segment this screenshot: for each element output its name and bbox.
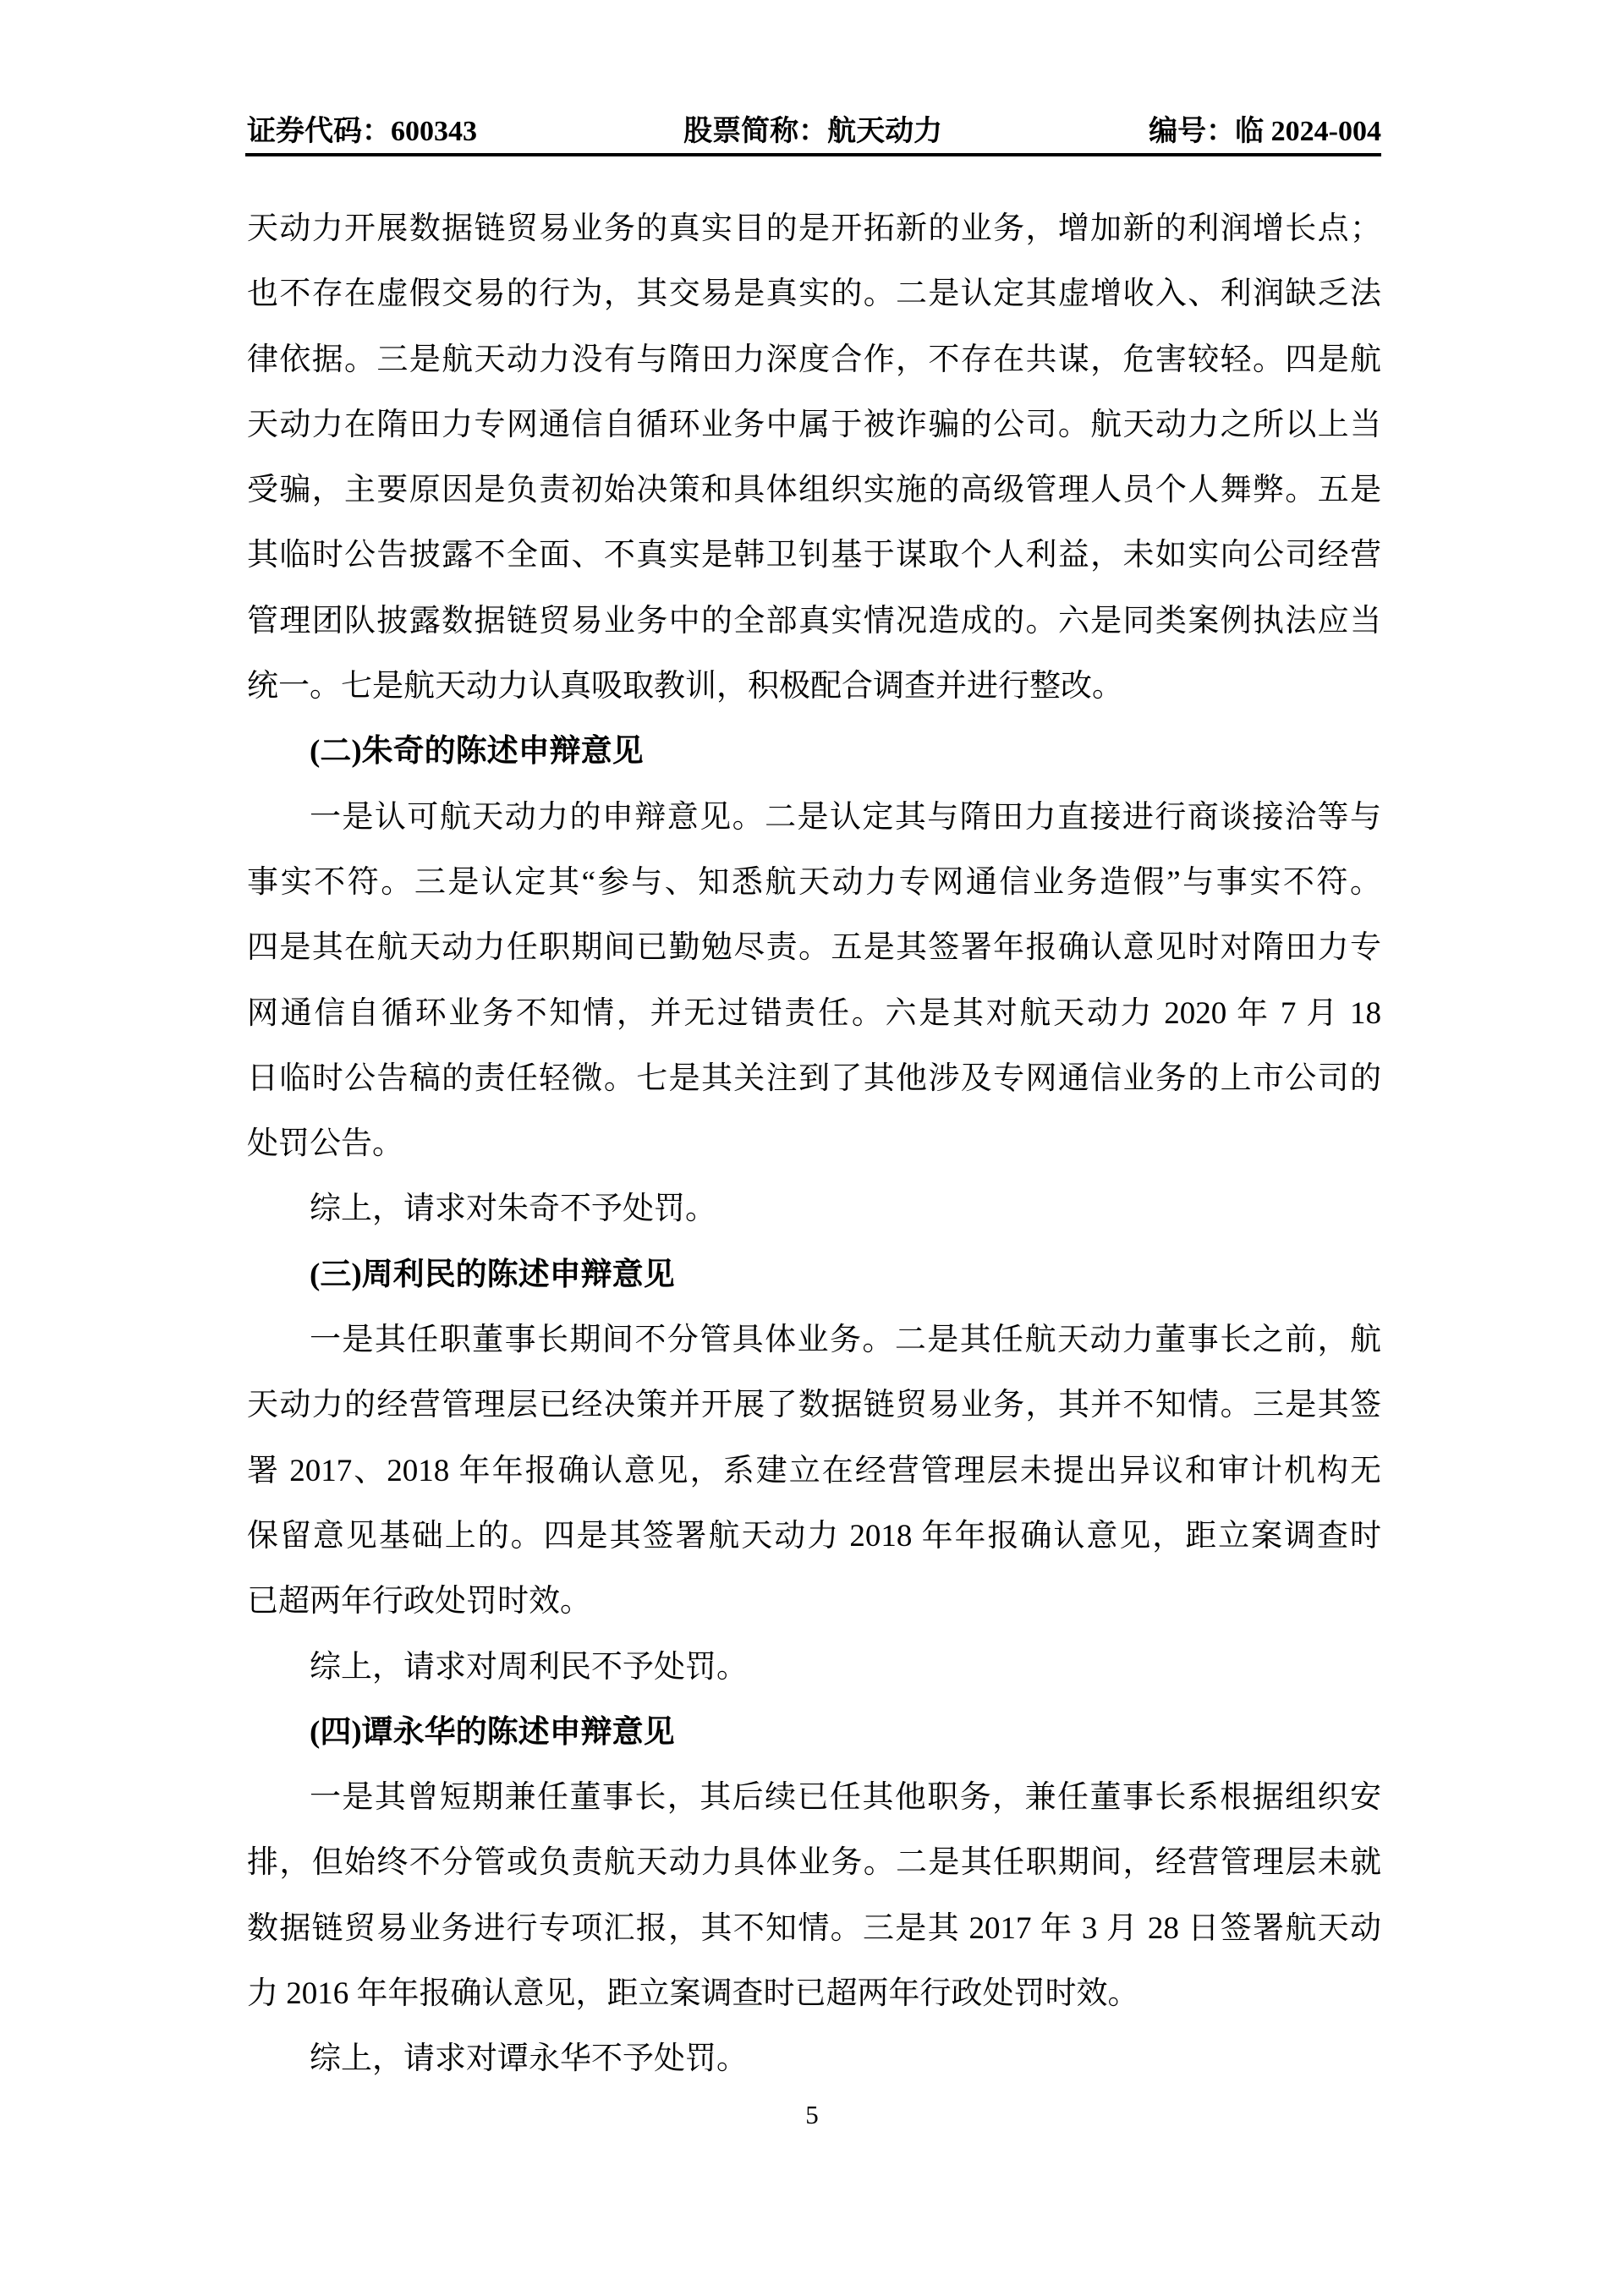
paragraph-line: 排，但始终不分管或负责航天动力具体业务。二是其任职期间，经营管理层未就 bbox=[247, 1845, 1381, 1881]
header-divider bbox=[245, 153, 1381, 156]
document-body bbox=[247, 196, 1381, 2092]
paragraph-line: 四是其在航天动力任职期间已勤勉尽责。五是其签署年报确认意见时对隋田力专 bbox=[247, 930, 1381, 966]
page-number: 5 bbox=[805, 2100, 819, 2129]
paragraph-line: 处罚公告。 bbox=[247, 1126, 403, 1162]
paragraph-line: 已超两年行政处罚时效。 bbox=[247, 1584, 591, 1619]
paragraph-line: 一是其任职董事长期间不分管具体业务。二是其任航天动力董事长之前，航 bbox=[310, 1323, 1381, 1358]
paragraph-line: 其临时公告披露不全面、不真实是韩卫钊基于谋取个人利益，未如实向公司经营 bbox=[247, 538, 1381, 573]
paragraph-line: 保留意见基础上的。四是其签署航天动力 2018 年年报确认意见，距立案调查时 bbox=[247, 1518, 1381, 1553]
paragraph-line: 也不存在虚假交易的行为，其交易是真实的。二是认定其虚增收入、利润缺乏法 bbox=[247, 277, 1381, 312]
paragraph-line: 一是其曾短期兼任董事长，其后续已任其他职务，兼任董事长系根据组织安 bbox=[310, 1780, 1381, 1816]
document-header bbox=[247, 115, 1381, 150]
paragraph-line: 事实不符。三是认定其“参与、知悉航天动力专网通信业务造假”与事实不符。 bbox=[247, 864, 1381, 900]
doc-number: 编号：临 2024-004 bbox=[1149, 116, 1381, 147]
paragraph-line: 天动力的经营管理层已经决策并开展了数据链贸易业务，其并不知情。三是其签 bbox=[247, 1388, 1381, 1423]
paragraph-line: 数据链贸易业务进行专项汇报，其不知情。三是其 2017 年 3 月 28 日签署航天动 bbox=[247, 1910, 1381, 1946]
paragraph-line: 署 2017、2018 年年报确认意见，系建立在经营管理层未提出异议和审计机构无 bbox=[247, 1453, 1381, 1488]
paragraph-line: 综上，请求对朱奇不予处罚。 bbox=[310, 1192, 716, 1227]
paragraph-line: 日临时公告稿的责任轻微。七是其关注到了其他涉及专网通信业务的上市公司的 bbox=[247, 1060, 1381, 1096]
section-heading: (三)周利民的陈述申辩意见 bbox=[310, 1257, 675, 1292]
paragraph-line: 网通信自循环业务不知情，并无过错责任。六是其对航天动力 2020 年 7 月 18 bbox=[247, 995, 1381, 1031]
section-heading: (四)谭永华的陈述申辩意见 bbox=[310, 1714, 675, 1750]
paragraph-line: 天动力在隋田力专网通信自循环业务中属于被诈骗的公司。航天动力之所以上当 bbox=[247, 407, 1381, 442]
stock-code: 证券代码：600343 bbox=[247, 116, 477, 147]
paragraph-line: 统一。七是航天动力认真吸取教训，积极配合调查并进行整改。 bbox=[247, 669, 1123, 704]
paragraph-line: 天动力开展数据链贸易业务的真实目的是开拓新的业务，增加新的利润增长点； bbox=[247, 211, 1381, 246]
paragraph-line: 律依据。三是航天动力没有与隋田力深度合作，不存在共谋，危害较轻。四是航 bbox=[247, 342, 1381, 377]
paragraph-line: 力 2016 年年报确认意见，距立案调查时已超两年行政处罚时效。 bbox=[247, 1976, 1139, 2012]
paragraph-line: 一是认可航天动力的申辩意见。二是认定其与隋田力直接进行商谈接洽等与 bbox=[310, 799, 1381, 835]
section-heading: (二)朱奇的陈述申辩意见 bbox=[310, 734, 644, 770]
page-footer bbox=[0, 2099, 1624, 2130]
paragraph-line: 综上，请求对周利民不予处罚。 bbox=[310, 1649, 748, 1685]
paragraph-line: 管理团队披露数据链贸易业务中的全部真实情况造成的。六是同类案例执法应当 bbox=[247, 603, 1381, 638]
paragraph-line: 受骗，主要原因是负责初始决策和具体组织实施的高级管理人员个人舞弊。五是 bbox=[247, 473, 1381, 508]
stock-name: 股票简称：航天动力 bbox=[683, 116, 943, 147]
paragraph-line: 综上，请求对谭永华不予处罚。 bbox=[310, 2041, 748, 2077]
